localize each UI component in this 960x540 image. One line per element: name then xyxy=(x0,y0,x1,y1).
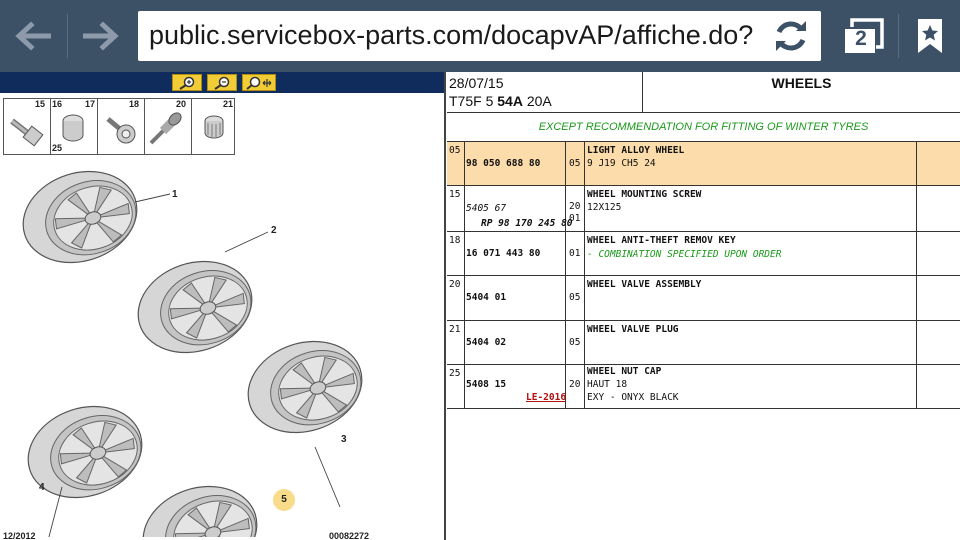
tabs-icon xyxy=(842,17,884,55)
fitting-note: EXCEPT RECOMMENDATION FOR FITTING OF WINTER TYRES xyxy=(447,113,960,142)
position-number: 15 xyxy=(449,189,461,200)
table-row[interactable] xyxy=(447,142,960,186)
thumb-label: 21 xyxy=(223,99,234,109)
url-text[interactable]: public.servicebox-parts.com/docapvAP/affiche.do? xyxy=(149,20,754,50)
section-title: WHEELS xyxy=(771,75,832,91)
tabs-button[interactable] xyxy=(838,0,888,72)
thumbnail-cap[interactable] xyxy=(51,99,98,154)
part-reference[interactable]: 98 050 688 80 xyxy=(466,158,541,169)
zoom-fit-icon xyxy=(246,76,272,90)
thumb-label: 25 xyxy=(52,143,63,153)
thumbnail-key[interactable] xyxy=(98,99,145,154)
toolbar-divider xyxy=(898,14,899,58)
position-number: 25 xyxy=(449,368,461,379)
tab-count: 2 xyxy=(855,27,867,50)
parts-thumbnail-strip xyxy=(3,98,235,155)
thumb-label: 20 xyxy=(176,99,187,109)
part-description: WHEEL MOUNTING SCREW xyxy=(587,189,702,200)
quantity-old: 20 xyxy=(569,201,581,212)
forward-button[interactable] xyxy=(68,0,134,72)
bookmark-button[interactable] xyxy=(905,0,955,72)
part-description: WHEEL NUT CAP xyxy=(587,366,662,377)
quantity: 20 xyxy=(569,379,581,390)
thumb-label: 15 xyxy=(35,99,46,109)
parts-header xyxy=(447,72,960,113)
part-reference[interactable]: 5404 01 xyxy=(466,292,507,303)
position-number: 18 xyxy=(449,235,461,246)
part-reference[interactable]: 5404 02 xyxy=(466,337,507,348)
table-row[interactable] xyxy=(447,232,960,276)
quantity: 05 xyxy=(569,292,581,303)
bookmark-star-icon xyxy=(916,17,944,55)
header-meta xyxy=(449,74,552,110)
quantity: 05 xyxy=(569,158,581,169)
zoom-fit-button[interactable] xyxy=(242,74,276,91)
header-date: 28/07/15 xyxy=(449,75,504,91)
thumb-label: 18 xyxy=(129,99,140,109)
thumbnail-valve[interactable] xyxy=(145,99,192,154)
le-2016-link[interactable]: LE-2016 xyxy=(526,392,567,403)
position-number: 05 xyxy=(449,145,461,156)
part-reference[interactable]: 16 071 443 80 xyxy=(466,248,541,259)
table-row[interactable] xyxy=(447,365,960,409)
thumbnail-valve-plug[interactable] xyxy=(192,99,238,154)
quantity: 01 xyxy=(569,213,581,224)
position-number: 20 xyxy=(449,279,461,290)
zoom-out-button[interactable] xyxy=(207,74,237,91)
quantity: 05 xyxy=(569,337,581,348)
thumb-label: 16 xyxy=(52,99,63,109)
table-row[interactable] xyxy=(447,276,960,321)
table-row[interactable] xyxy=(447,321,960,365)
part-detail: 9 J19 CH5 24 xyxy=(587,158,656,169)
part-description: WHEEL VALVE PLUG xyxy=(587,324,679,335)
wheels-diagram xyxy=(0,157,444,537)
forward-arrow-icon xyxy=(83,21,119,51)
callout-2[interactable]: 2 xyxy=(271,225,277,236)
callout-3[interactable]: 3 xyxy=(341,434,347,445)
address-bar[interactable] xyxy=(138,11,821,61)
reload-icon xyxy=(771,16,811,56)
callout-5-highlighted[interactable]: 5 xyxy=(273,489,295,511)
table-row[interactable] xyxy=(447,186,960,232)
part-detail: 12X125 xyxy=(587,202,622,213)
part-description: WHEEL VALVE ASSEMBLY xyxy=(587,279,702,290)
part-reference[interactable]: 5408 15 xyxy=(466,379,507,390)
callout-4[interactable]: 4 xyxy=(39,482,45,493)
diagram-panel xyxy=(0,72,446,540)
thumb-label: 17 xyxy=(85,99,96,109)
quantity: 01 xyxy=(569,248,581,259)
position-number: 21 xyxy=(449,324,461,335)
back-arrow-icon xyxy=(15,21,51,51)
zoom-in-button[interactable] xyxy=(172,74,202,91)
zoom-toolbar xyxy=(0,72,444,93)
old-reference: 5405 67 xyxy=(466,203,507,214)
header-code: T75F 5 54A 20A xyxy=(449,93,552,109)
part-detail: HAUT 18 xyxy=(587,379,628,390)
figure-number: 00082272 xyxy=(329,531,370,540)
parts-list-panel xyxy=(447,72,960,540)
zoom-out-icon xyxy=(212,76,232,90)
figure-date: 12/2012 xyxy=(3,531,36,540)
thumbnail-screw[interactable] xyxy=(4,99,51,154)
browser-toolbar xyxy=(0,0,960,72)
reload-button[interactable] xyxy=(761,11,821,61)
back-button[interactable] xyxy=(0,0,66,72)
part-description: LIGHT ALLOY WHEEL xyxy=(587,145,685,156)
part-detail: - COMBINATION SPECIFIED UPON ORDER xyxy=(587,249,782,260)
part-description: WHEEL ANTI-THEFT REMOV KEY xyxy=(587,235,736,246)
callout-1[interactable]: 1 xyxy=(172,189,178,200)
part-color: EXY - ONYX BLACK xyxy=(587,392,679,403)
zoom-in-icon xyxy=(177,76,197,90)
part-reference[interactable]: RP 98 170 245 80 xyxy=(481,218,573,229)
